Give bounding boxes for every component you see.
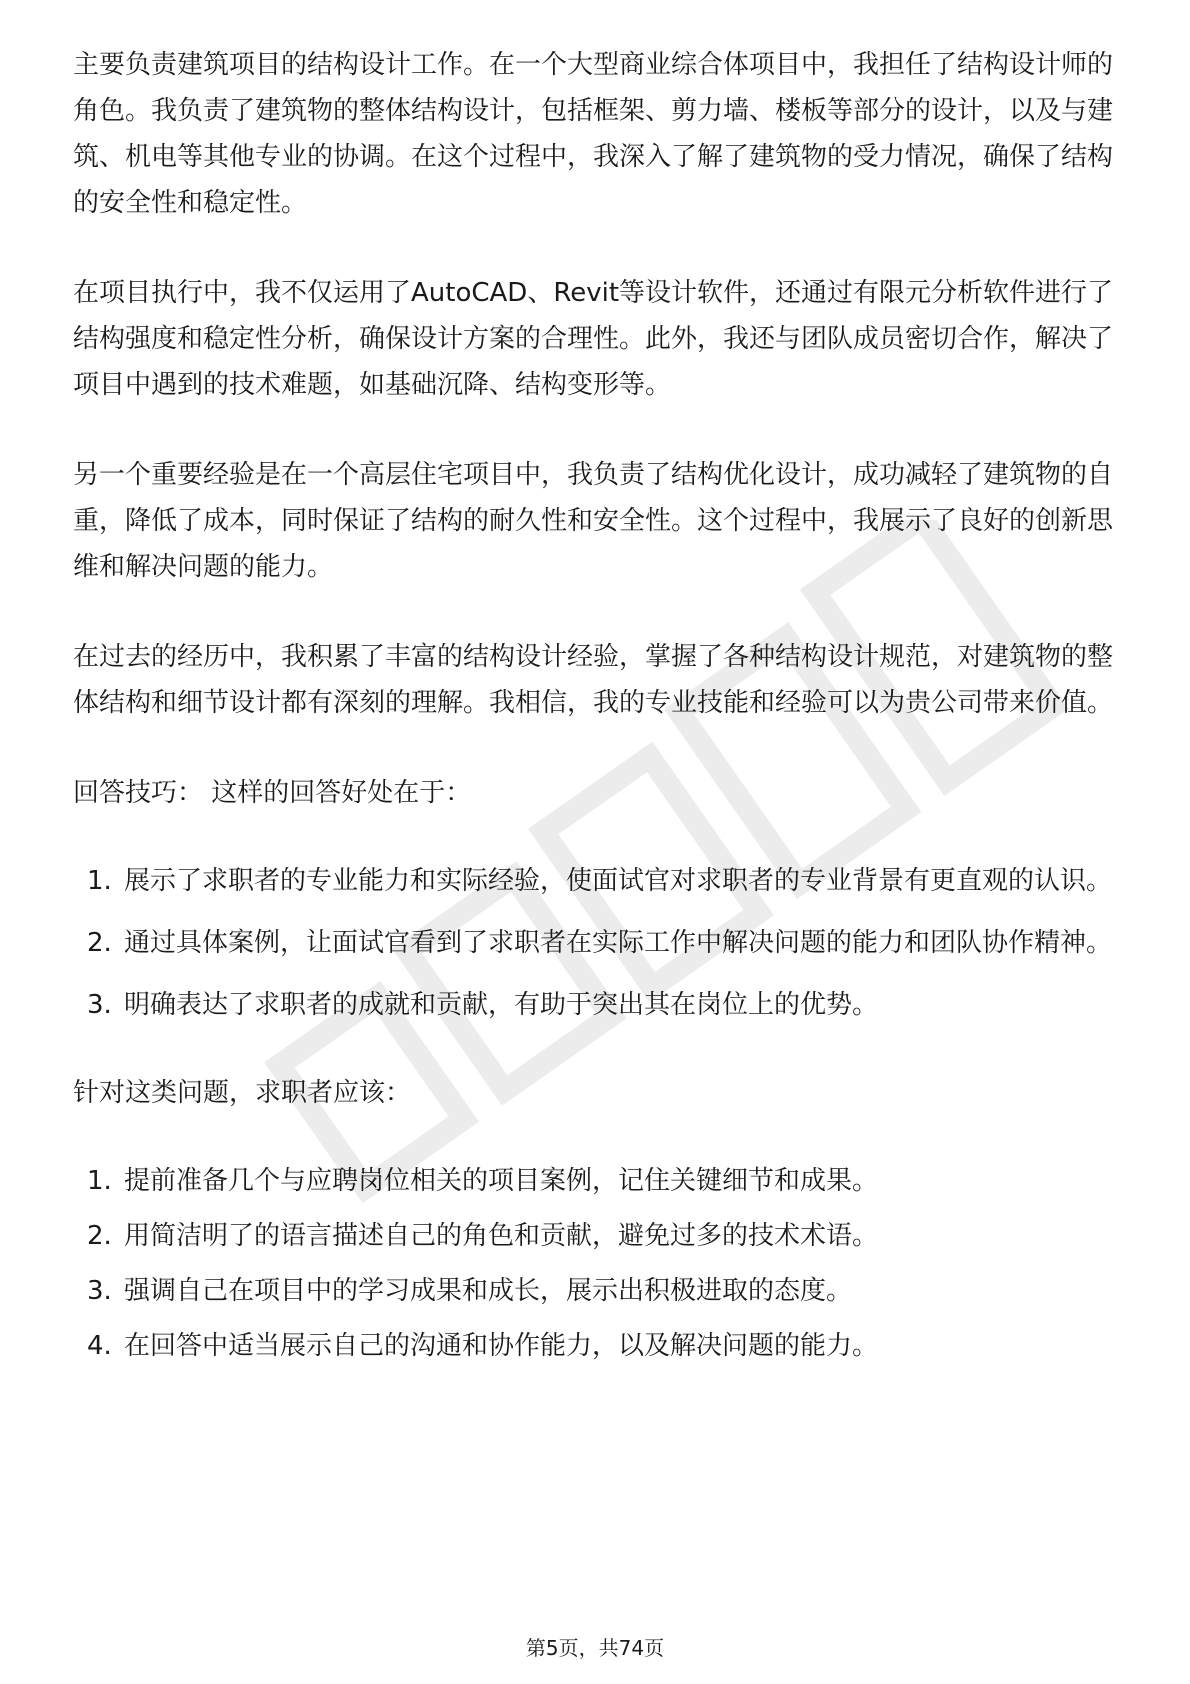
list-number: 3.: [87, 990, 112, 1020]
list-item: [73, 920, 1118, 966]
advice-list: [73, 1158, 1118, 1369]
page-footer: 第5页，共74页: [525, 1636, 665, 1660]
list-number: 2.: [87, 1221, 112, 1251]
list-item: [73, 1213, 1118, 1259]
paragraph-2: 在项目执行中，我不仅运用了AutoCAD、Revit等设计软件，还通过有限元分析软件进行了结构强度和稳定性分析，确保设计方案的合理性。此外，我还与团队成员密切合作，解决了项目中遇到的技术难题，如基础沉降、结构变形等。: [73, 278, 1114, 400]
list-text: 展示了求职者的专业能力和实际经验，使面试官对求职者的专业背景有更直观的认识。: [124, 866, 1113, 896]
tips-heading: 回答技巧： 这样的回答好处在于：: [73, 778, 472, 808]
advice-heading: 针对这类问题，求职者应该：: [73, 1078, 412, 1108]
paragraph-3: 另一个重要经验是在一个高层住宅项目中，我负责了结构优化设计，成功减轻了建筑物的自重，降低了成本，同时保证了结构的耐久性和安全性。这个过程中，我展示了良好的创新思维和解决问题的能力。: [73, 460, 1114, 582]
list-text: 明确表达了求职者的成就和贡献，有助于突出其在岗位上的优势。: [124, 990, 879, 1020]
list-item: [73, 982, 1118, 1028]
list-number: 1.: [87, 866, 112, 896]
list-number: 2.: [87, 928, 112, 958]
list-text: 通过具体案例，让面试官看到了求职者在实际工作中解决问题的能力和团队协作精神。: [124, 928, 1113, 958]
list-item: [73, 1158, 1118, 1204]
list-text: 强调自己在项目中的学习成果和成长，展示出积极进取的态度。: [124, 1276, 853, 1306]
list-item: [73, 1268, 1118, 1314]
list-number: 1.: [87, 1166, 112, 1196]
list-item: [73, 1323, 1118, 1369]
list-text: 提前准备几个与应聘岗位相关的项目案例，记住关键细节和成果。: [124, 1166, 879, 1196]
document-body: [73, 42, 1118, 1411]
tips-list: [73, 858, 1118, 1028]
list-item: [73, 858, 1118, 904]
paragraph-4: 在过去的经历中，我积累了丰富的结构设计经验，掌握了各种结构设计规范，对建筑物的整体结构和细节设计都有深刻的理解。我相信，我的专业技能和经验可以为贵公司带来价值。: [73, 642, 1114, 718]
list-number: 3.: [87, 1276, 112, 1306]
list-text: 在回答中适当展示自己的沟通和协作能力，以及解决问题的能力。: [124, 1331, 879, 1361]
paragraph-1: 主要负责建筑项目的结构设计工作。在一个大型商业综合体项目中，我担任了结构设计师的角色。我负责了建筑物的整体结构设计，包括框架、剪力墙、楼板等部分的设计，以及与建筑、机电等其他专业的协调。在这个过程中，我深入了解了建筑物的受力情况，确保了结构的安全性和稳定性。: [73, 50, 1114, 218]
list-text: 用简洁明了的语言描述自己的角色和贡献，避免过多的技术术语。: [124, 1221, 879, 1251]
list-number: 4.: [87, 1331, 112, 1361]
